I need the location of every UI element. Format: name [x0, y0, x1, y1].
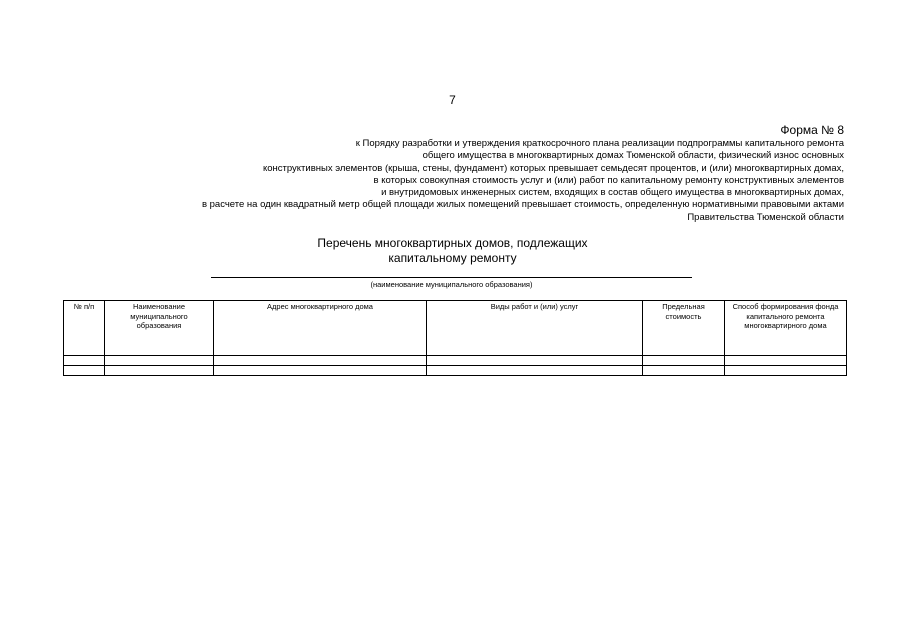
header-max-cost: Предельная стоимость [643, 301, 725, 356]
header-municipality: Наименование муниципального образования [105, 301, 214, 356]
table-header-row [64, 301, 847, 356]
intro-line: в которых совокупная стоимость услуг и (или) работ по капитальному ремонту конструктивных элементов [373, 174, 844, 186]
intro-line: Правительства Тюменской области [687, 211, 844, 223]
table-cell [643, 356, 725, 366]
page-number: 7 [449, 93, 456, 107]
houses-table [63, 300, 847, 376]
table-cell [105, 356, 214, 366]
municipality-caption: (наименование муниципального образования) [370, 280, 533, 289]
header-work-types: Виды работ и (или) услуг [427, 301, 643, 356]
table-cell [64, 356, 105, 366]
table-cell [725, 356, 847, 366]
table-cell [643, 366, 725, 376]
intro-line: и внутридомовых инженерных систем, входящих в состав общего имущества в многоквартирных домах, [381, 187, 844, 199]
header-number: № п/п [64, 301, 105, 356]
table-cell [427, 356, 643, 366]
table-cell [105, 366, 214, 376]
intro-text [84, 138, 844, 224]
header-fund-method: Способ формирования фонда капитального ремонта многоквартирного дома [725, 301, 847, 356]
table-cell [64, 366, 105, 376]
list-title-line: капитальному ремонту [388, 250, 517, 265]
municipality-underline [211, 277, 692, 278]
intro-line: конструктивных элементов (крыша, стены, фундамент) которых превышает семьдесят процентов, и (или) многоквартирных домах, [262, 162, 844, 174]
table-cell [427, 366, 643, 376]
header-address: Адрес многоквартирного дома [214, 301, 427, 356]
table-cell [725, 366, 847, 376]
table-cell [214, 366, 427, 376]
form-title: Форма № 8 [780, 123, 844, 137]
list-title-line: Перечень многоквартирных домов, подлежащих [317, 236, 588, 250]
list-title [0, 236, 905, 265]
intro-line: к Порядку разработки и утверждения краткосрочного плана реализации подпрограммы капитального ремонта [355, 138, 844, 149]
table-row [64, 366, 847, 376]
intro-line: в расчете на один квадратный метр общей площади жилых помещений превышает стоимость, определенную нормативными правовыми актами [201, 199, 844, 211]
table-row [64, 356, 847, 366]
table-cell [214, 356, 427, 366]
intro-line: общего имущества в многоквартирных домах Тюменской области, физический износ основных [422, 150, 844, 162]
